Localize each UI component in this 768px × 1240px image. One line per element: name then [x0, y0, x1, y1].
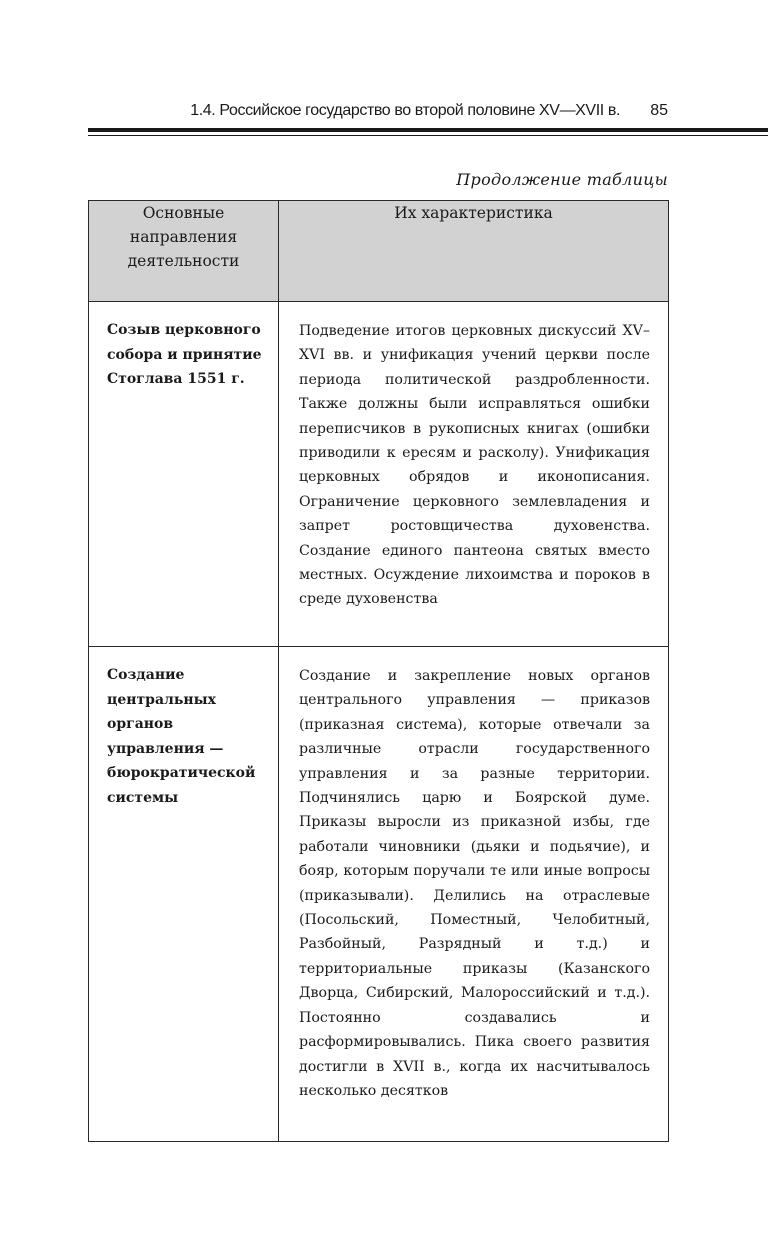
header-rule-thick — [88, 128, 768, 132]
running-head — [88, 96, 668, 126]
row-characteristic-cell: Подведение итогов церковных дискуссий XV–XVI вв. и унификация учений церкви после периода политической раздробленности. Также должны были исправляться ошибки переписчиков в рукописных книгах (ошибки приводили к ересям и расколу). Унификация церковных обрядов и иконописания. Ограничение церковного землевладения и запрет ростовщичества духовенства. Создание единого пантеона святых вместо местных. Осуждение лихоимства и пороков в среде духовенства — [279, 302, 669, 647]
page-number: 85 — [650, 102, 668, 119]
table-continuation-label: Продолжение таблицы — [456, 170, 668, 189]
row-direction-cell: Созыв церковного собора и принятие Стоглава 1551 г. — [89, 302, 279, 647]
running-head-title: 1.4. Российское государство во второй половине XV—XVII в. — [190, 102, 620, 119]
column-header-characteristics: Их характеристика — [279, 201, 669, 302]
row-characteristic-cell: Создание и закрепление новых органов центрального управления — приказов (приказная система), которые отвечали за различные отрасли государственного управления и за разные территории. Подчинялись царю и Боярской думе. Приказы выросли из приказной избы, где работали чиновники (дьяки и подьячие), и бояр, которым поручали те или иные вопросы (приказывали). Делились на отраслевые (Посольский, Поместный, Челобитный, Разбойный, Разрядный и т.д.) и территориальные приказы (Казанского Дворца, Сибирский, Малороссийский и т.д.). Постоянно создавались и расформировывались. Пика своего развития достигли в XVII в., когда их насчитывалось несколько десятков — [279, 647, 669, 1142]
table-row — [89, 647, 669, 1142]
row-direction-cell: Создание центральных органов управления — бюрократической системы — [89, 647, 279, 1142]
header-rule-thin — [88, 135, 768, 136]
table-row — [89, 302, 669, 647]
table-header-row — [89, 201, 669, 302]
column-header-directions: Основные направления деятельности — [89, 201, 279, 302]
content-table — [88, 200, 669, 1142]
